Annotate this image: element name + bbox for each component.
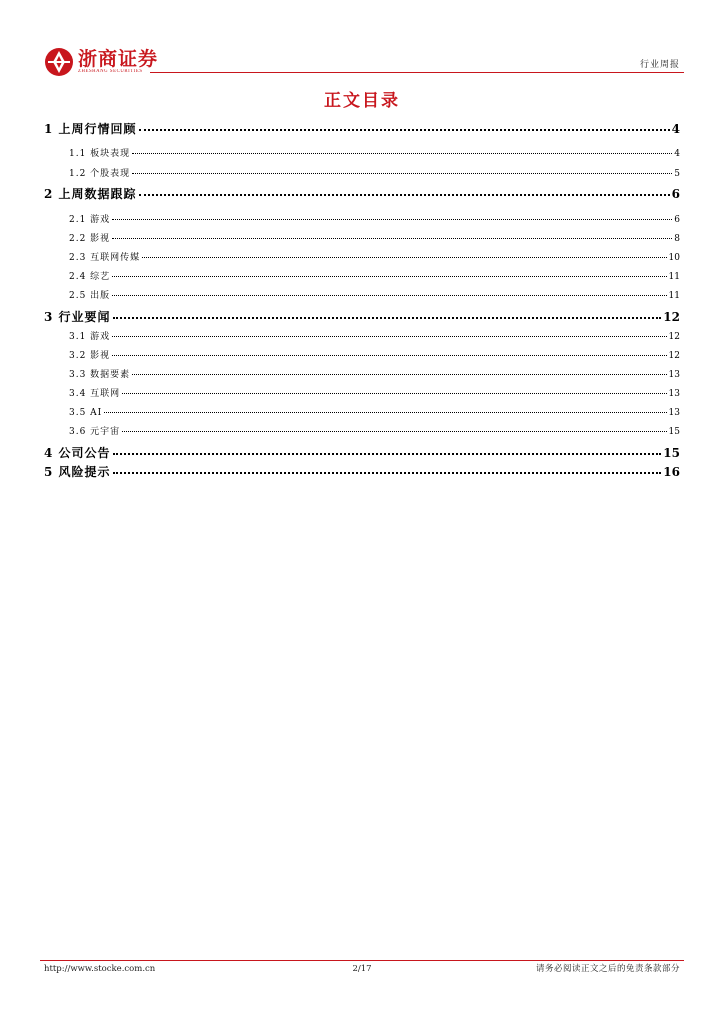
toc-dot-leader	[132, 374, 666, 375]
toc-dot-leader	[112, 295, 666, 296]
toc-entry-label: 2.5 出版	[69, 291, 111, 301]
toc-subsection-entry[interactable]	[44, 369, 680, 381]
toc-entry-page: 12	[668, 351, 680, 361]
toc-entry-label: 3.5 AI	[69, 408, 103, 418]
toc-subsection-entry[interactable]	[44, 426, 680, 438]
toc-entry-label: 3.6 元宇宙	[69, 427, 121, 437]
toc-entry-label: 4 公司公告	[44, 446, 111, 460]
logo-english-name: ZHESHANG SECURITIES	[78, 69, 143, 74]
toc-subsection-entry[interactable]	[44, 214, 680, 226]
toc-dot-leader	[104, 412, 666, 413]
toc-dot-leader	[113, 453, 662, 455]
toc-entry-page: 12	[663, 310, 680, 324]
toc-section-entry[interactable]	[44, 186, 680, 202]
toc-dot-leader	[132, 153, 672, 154]
toc-entry-page: 8	[674, 234, 680, 244]
toc-dot-leader	[113, 472, 662, 474]
toc-subsection-entry[interactable]	[44, 350, 680, 362]
toc-entry-page: 5	[674, 169, 680, 179]
toc-dot-leader	[139, 129, 670, 131]
toc-dot-leader	[112, 238, 672, 239]
toc-entry-page: 6	[671, 187, 680, 201]
toc-entry-label: 2.2 影视	[69, 234, 111, 244]
toc-entry-page: 15	[663, 446, 680, 460]
toc-subsection-entry[interactable]	[44, 331, 680, 343]
toc-dot-leader	[112, 276, 666, 277]
toc-entry-label: 1 上周行情回顾	[44, 122, 137, 136]
toc-entry-label: 3.1 游戏	[69, 332, 111, 342]
footer-page-number: 2/17	[352, 964, 372, 974]
toc-subsection-entry[interactable]	[44, 252, 680, 264]
company-logo	[44, 47, 158, 77]
toc-entry-label: 3.4 互联网	[69, 389, 121, 399]
report-type-label: 行业周报	[639, 60, 680, 70]
toc-title: 正文目录	[324, 91, 400, 111]
toc-entry-page: 4	[671, 122, 680, 136]
toc-entry-label: 3.2 影视	[69, 351, 111, 361]
toc-entry-page: 13	[668, 389, 680, 399]
toc-dot-leader	[112, 355, 666, 356]
toc-entry-label: 2.4 综艺	[69, 272, 111, 282]
toc-entry-page: 13	[668, 370, 680, 380]
toc-entry-page: 10	[668, 253, 680, 263]
footer-website-link[interactable]: http://www.stocke.com.cn	[44, 964, 156, 974]
toc-entry-page: 11	[668, 291, 680, 301]
toc-dot-leader	[113, 317, 662, 319]
toc-entry-page: 15	[668, 427, 680, 437]
toc-subsection-entry[interactable]	[44, 168, 680, 180]
toc-entry-page: 16	[663, 465, 680, 479]
header-divider	[150, 72, 684, 73]
toc-dot-leader	[142, 257, 666, 258]
footer-disclaimer-note: 请务必阅读正文之后的免责条款部分	[535, 964, 680, 974]
logo-chinese-name: 浙商证券	[78, 48, 159, 70]
toc-dot-leader	[132, 173, 672, 174]
toc-dot-leader	[139, 194, 670, 196]
toc-entry-label: 5 风险提示	[44, 465, 111, 479]
toc-entry-label: 3 行业要闻	[44, 310, 111, 324]
toc-section-entry[interactable]	[44, 309, 680, 325]
toc-dot-leader	[122, 393, 666, 394]
toc-entry-page: 6	[674, 215, 680, 225]
toc-dot-leader	[122, 431, 666, 432]
toc-subsection-entry[interactable]	[44, 271, 680, 283]
toc-entry-page: 11	[668, 272, 680, 282]
toc-entry-label: 1.2 个股表现	[69, 169, 131, 179]
toc-entry-label: 1.1 板块表现	[69, 149, 131, 159]
toc-dot-leader	[112, 336, 666, 337]
toc-subsection-entry[interactable]	[44, 233, 680, 245]
toc-entry-page: 13	[668, 408, 680, 418]
toc-subsection-entry[interactable]	[44, 148, 680, 160]
toc-subsection-entry[interactable]	[44, 407, 680, 419]
toc-entry-label: 2.1 游戏	[69, 215, 111, 225]
toc-section-entry[interactable]	[44, 464, 680, 480]
logo-mark-icon	[44, 47, 74, 77]
toc-entry-label: 2 上周数据跟踪	[44, 187, 137, 201]
toc-section-entry[interactable]	[44, 445, 680, 461]
toc-entry-page: 4	[674, 149, 680, 159]
toc-entry-page: 12	[668, 332, 680, 342]
toc-dot-leader	[112, 219, 672, 220]
toc-entry-label: 3.3 数据要素	[69, 370, 131, 380]
toc-subsection-entry[interactable]	[44, 290, 680, 302]
toc-subsection-entry[interactable]	[44, 388, 680, 400]
footer-divider	[40, 960, 684, 961]
toc-section-entry[interactable]	[44, 121, 680, 137]
toc-entry-label: 2.3 互联网传媒	[69, 253, 141, 263]
